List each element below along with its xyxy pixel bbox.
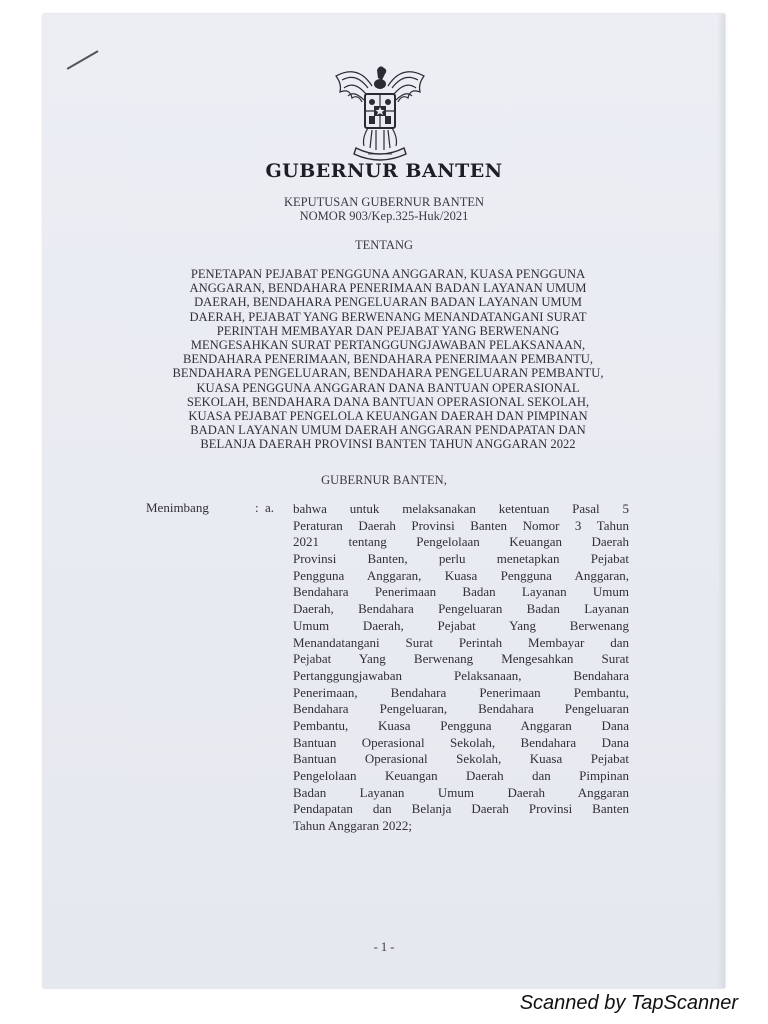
considering-item-text xyxy=(293,501,629,835)
subject-line: DAERAH, PEJABAT YANG BERWENANG MENANDATANGANI SURAT xyxy=(189,309,587,324)
subject-line: ANGGARAN, BENDAHARA PENERIMAAN BADAN LAYANAN UMUM xyxy=(189,281,587,296)
subject-line: BENDAHARA PENERIMAAN, BENDAHARA PENERIMAAN PEMBANTU, xyxy=(182,352,593,367)
considering-line: Pengguna Anggaran, Kuasa Pengguna Anggaran, xyxy=(293,567,629,583)
considering-line: Pendapatan dan Belanja Daerah Provinsi Banten xyxy=(293,801,629,817)
considering-line: bahwa untuk melaksanakan ketentuan Pasal 5 xyxy=(293,501,629,516)
issuer-line: GUBERNUR BANTEN, xyxy=(321,473,447,487)
considering-line: Bantuan Operasional Sekolah, Bendahara Dana xyxy=(293,734,629,750)
considering-line: 2021 tentang Pengelolaan Keuangan Daerah xyxy=(293,534,629,550)
considering-line: Menandatangani Surat Perintah Membayar dan xyxy=(293,634,629,650)
subject-line: KUASA PEJABAT PENGELOLA KEUANGAN DAERAH DAN PIMPINAN xyxy=(188,409,588,424)
considering-line: Tahun Anggaran 2022; xyxy=(293,818,412,834)
governor-title: GUBERNUR BANTEN xyxy=(265,160,503,182)
considering-line: Pejabat Yang Berwenang Mengesahkan Surat xyxy=(293,651,629,667)
considering-line: Pertanggungjawaban Pelaksanaan, Bendahara xyxy=(293,667,629,683)
scanner-watermark: Scanned by TapScanner xyxy=(519,992,738,1014)
subject-line: PERINTAH MEMBAYAR DAN PEJABAT YANG BERWENANG xyxy=(216,323,560,338)
decree-type: KEPUTUSAN GUBERNUR BANTEN xyxy=(283,195,484,209)
page-number: - 1 - xyxy=(373,940,395,954)
considering-colon: : xyxy=(255,500,259,515)
subject-line: MENGESAHKAN SURAT PERTANGGUNGJAWABAN PELAKSANAAN, xyxy=(190,338,586,353)
subject-line: BADAN LAYANAN UMUM DAERAH ANGGARAN PENDAPATAN DAN xyxy=(190,423,586,438)
considering-line: Pengelolaan Keuangan Daerah dan Pimpinan xyxy=(293,768,629,783)
considering-line: Penerimaan, Bendahara Penerimaan Pembantu, xyxy=(293,684,629,700)
garuda-pancasila-emblem-icon xyxy=(328,58,432,168)
decree-subject xyxy=(138,267,638,452)
considering-line: Peraturan Daerah Provinsi Banten Nomor 3 Tahun xyxy=(293,517,629,533)
considering-line: Umum Daerah, Pejabat Yang Berwenang xyxy=(293,617,629,633)
subject-line: BENDAHARA PENGELUARAN, BENDAHARA PENGELUARAN PEMBANTU, xyxy=(172,366,604,381)
pen-mark xyxy=(67,50,99,70)
subject-line: KUASA PENGGUNA ANGGARAN DANA BANTUAN OPERASIONAL xyxy=(196,380,580,395)
subject-line: BELANJA DAERAH PROVINSI BANTEN TAHUN ANGGARAN 2022 xyxy=(200,437,576,452)
considering-line: Daerah, Bendahara Pengeluaran Badan Layanan xyxy=(293,601,629,617)
considering-line: Pembantu, Kuasa Pengguna Anggaran Dana xyxy=(293,717,629,733)
considering-line: Bendahara Penerimaan Badan Layanan Umum xyxy=(293,584,629,600)
subject-line: PENETAPAN PEJABAT PENGGUNA ANGGARAN, KUASA PENGGUNA xyxy=(190,267,586,281)
about-label: TENTANG xyxy=(354,238,413,252)
subject-line: DAERAH, BENDAHARA PENGELUARAN BADAN LAYANAN UMUM xyxy=(194,295,582,310)
scanned-page xyxy=(43,14,725,988)
considering-line: Bantuan Operasional Sekolah, Kuasa Pejabat xyxy=(293,751,629,767)
decree-number: NOMOR 903/Kep.325-Huk/2021 xyxy=(299,209,469,223)
considering-line: Badan Layanan Umum Daerah Anggaran xyxy=(293,784,629,800)
considering-line: Provinsi Banten, perlu menetapkan Pejabat xyxy=(293,551,629,567)
considering-label: Menimbang xyxy=(146,500,209,515)
subject-line: SEKOLAH, BENDAHARA DANA BANTUAN OPERASIONAL SEKOLAH, xyxy=(186,394,590,409)
considering-item-marker: a. xyxy=(265,500,275,515)
considering-line: Bendahara Pengeluaran, Bendahara Pengeluaran xyxy=(293,701,629,717)
